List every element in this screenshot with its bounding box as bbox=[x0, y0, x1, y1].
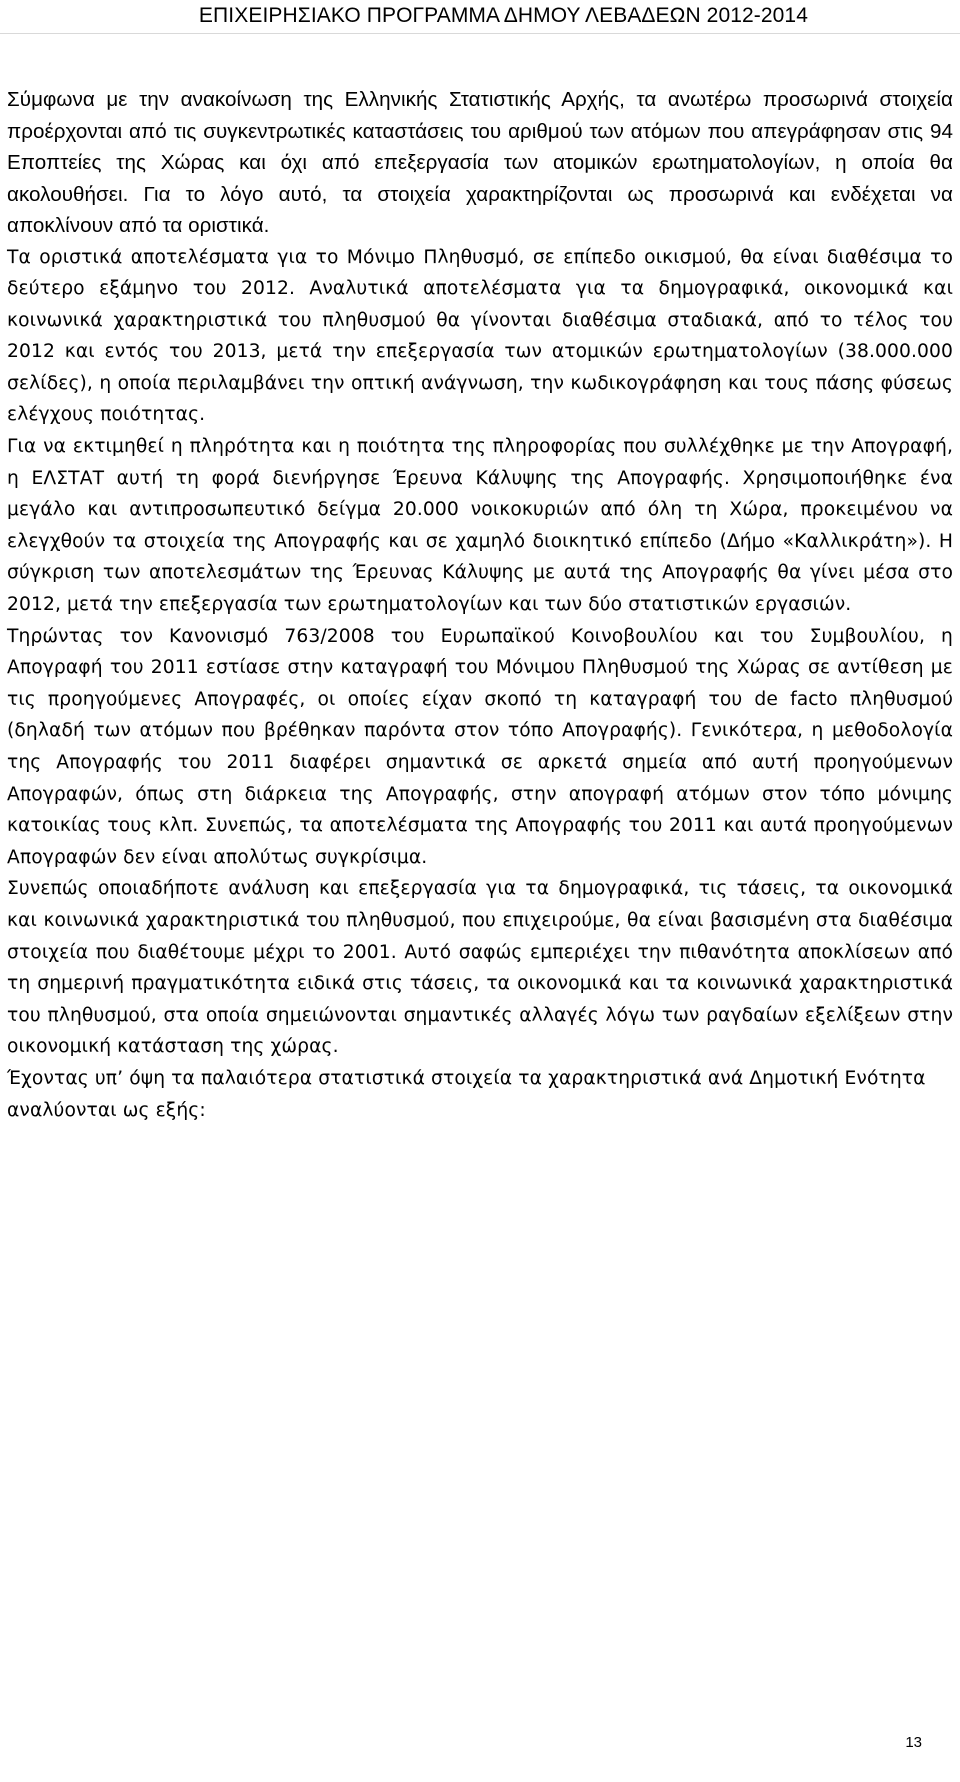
page-header bbox=[0, 0, 960, 33]
paragraph-coverage-survey: Για να εκτιμηθεί η πληρότητα και η ποιότητα της πληροφορίας που συλλέχθηκε με την Απογραφή, η ΕΛΣΤΑΤ αυτή τη φορά διενήργησε Έρευνα Κάλυψης της Απογραφής. Χρησιμοποιήθηκε ένα μεγάλο και αντιπροσωπευτικό δείγμα 20.000 νοικοκυριών από όλη τη Χώρα, προκειμένου να ελεγχθούν τα στοιχεία της Απογραφής και σε χαμηλό διοικητικό επίπεδο (Δήμο «Καλλικράτη»). Η σύγκριση των αποτελεσμάτων της Έρευνας Κάλυψης με αυτά της Απογραφής θα γίνει μέσα στο 2012, μετά την επεξεργασία των ερωτηματολογίων και των δύο στατιστικών εργασιών. bbox=[7, 436, 953, 616]
document-title: ΕΠΙΧΕΙΡΗΣΙΑΚΟ ΠΡΟΓΡΑΜΜΑ ΔΗΜΟΥ ΛΕΒΑΔΕΩΝ 2012-2014 bbox=[198, 4, 808, 27]
paragraph-provisional-data: Σύμφωνα με την ανακοίνωση της Ελληνικής Στατιστικής Αρχής, τα ανωτέρω προσωρινά στοιχεία προέρχονται από τις συγκεντρωτικές καταστάσεις του αριθμού των ατόμων που απεγράφησαν στις 94 Εποπτείες της Χώρας και όχι από επεξεργασία των ατομικών ερωτηματολογίων, η οποία θα ακολουθήσει. Για το λόγο αυτό, τα στοιχεία χαρακτηρίζονται ως προσωρινά και ενδέχεται να αποκλίνουν από τα οριστικά. bbox=[7, 88, 953, 237]
paragraph-final-results: Τα οριστικά αποτελέσματα για το Μόνιμο Πληθυσμό, σε επίπεδο οικισμού, θα είναι διαθέσιμα το δεύτερο εξάμηνο του 2012. Αναλυτικά αποτελέσματα για τα δημογραφικά, οικονομικά και κοινωνικά χαρακτηριστικά του πληθυσμού θα γίνονται διαθέσιμα σταδιακά, από το τέλος του 2012 και εντός του 2013, μετά την επεξεργασία των ατομικών ερωτηματολογίων (38.000.000 σελίδες), η οποία περιλαμβάνει την οπτική ανάγνωση, την κωδικογράφηση και τους πάσης φύσεως ελέγχους ποιότητας. bbox=[7, 246, 953, 426]
header-divider bbox=[0, 33, 960, 34]
paragraph-municipal-units-intro: Έχοντας υπ’ όψη τα παλαιότερα στατιστικά στοιχεία τα χαρακτηριστικά ανά Δημοτική Ενότητα αναλύονται ως εξής: bbox=[7, 1067, 926, 1121]
paragraph-methodology: Τηρώντας τον Κανονισμό 763/2008 του Ευρωπαϊκού Κοινοβουλίου και του Συμβουλίου, η Απογραφή του 2011 εστίασε στην καταγραφή του Μόνιμου Πληθυσμού της Χώρας σε αντίθεση με τις προηγούμενες Απογραφές, οι οποίες είχαν σκοπό τη καταγραφή του de facto πληθυσμού (δηλαδή των ατόμων που βρέθηκαν παρόντα στον τόπο Απογραφής). Γενικότερα, η μεθοδολογία της Απογραφής του 2011 διαφέρει σημαντικά σε αρκετά σημεία από αυτή προηγούμενων Απογραφών, όπως στη διάρκεια της Απογραφής, στην απογραφή ατόμων στον τόπο μόνιμης κατοικίας τους κλπ. Συνεπώς, τα αποτελέσματα της Απογραφής του 2011 και αυτά προηγούμενων Απογραφών δεν είναι απολύτως συγκρίσιμα. bbox=[7, 625, 953, 868]
paragraph-analysis-basis: Συνεπώς οποιαδήποτε ανάλυση και επεξεργασία για τα δημογραφικά, τις τάσεις, τα οικονομικά και κοινωνικά χαρακτηριστικά του πληθυσμού, που επιχειρούμε, θα είναι βασισμένη στα διαθέσιμα στοιχεία που διαθέτουμε μέχρι το 2001. Αυτό σαφώς εμπεριέχει την πιθανότητα αποκλίσεων από τη σημερινή πραγματικότητα ειδικά στις τάσεις, τα οικονομικά και τα κοινωνικά χαρακτηριστικά του πληθυσμού, στα οποία σημειώνονται σημαντικές αλλαγές λόγω των ραγδαίων εξελίξεων στην οικονομική κατάσταση της χώρας. bbox=[7, 878, 953, 1058]
page-number: 13 bbox=[905, 1734, 922, 1751]
body-text bbox=[7, 84, 953, 1126]
